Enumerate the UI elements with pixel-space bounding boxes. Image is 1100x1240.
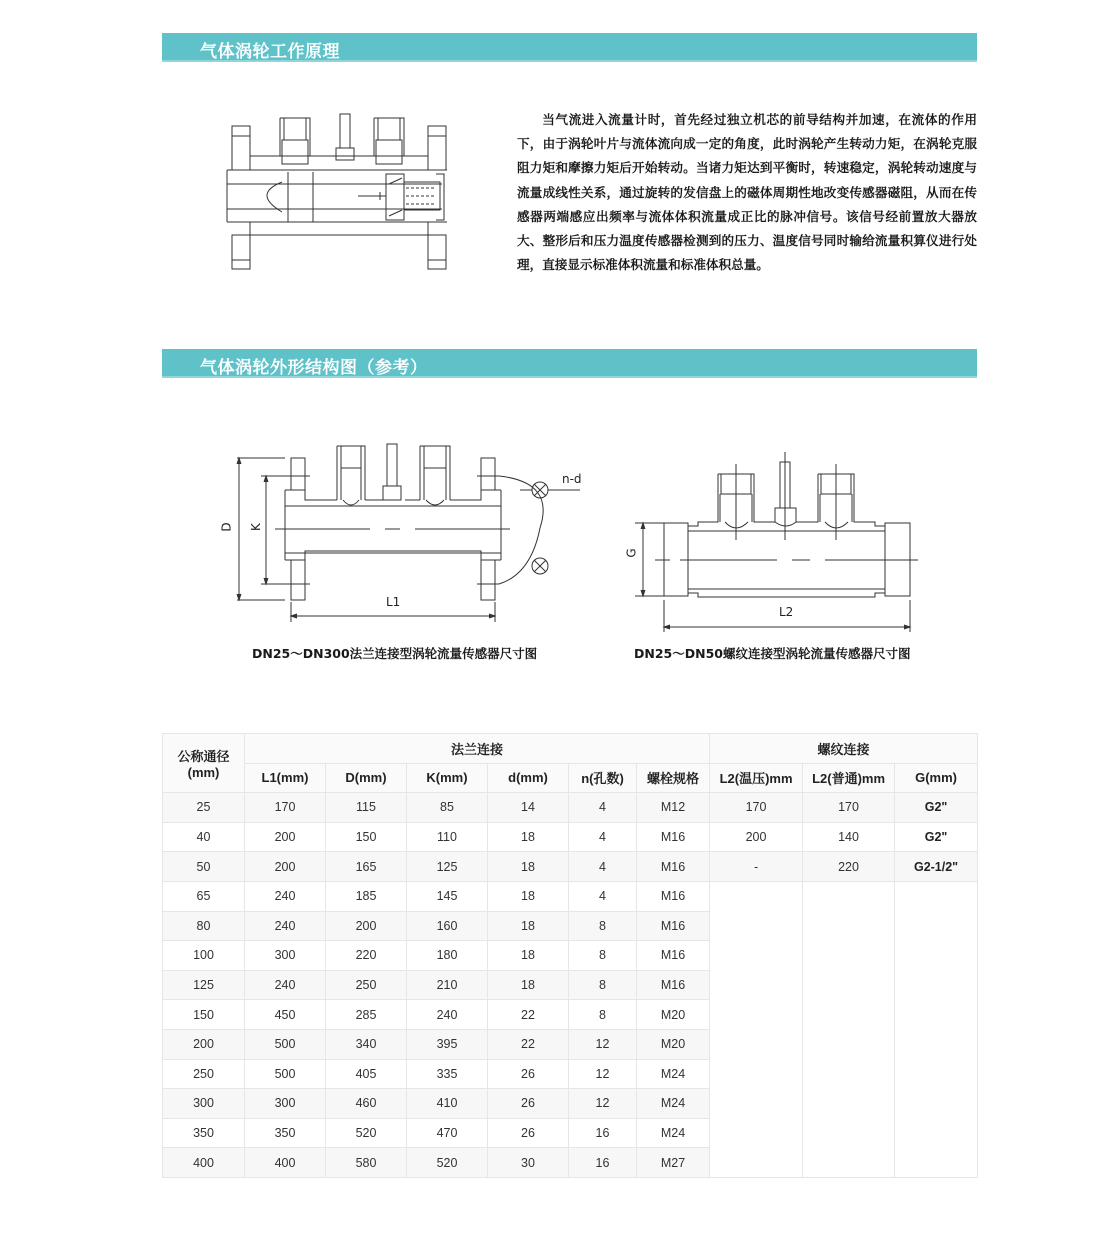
dim-label-D: D: [219, 522, 234, 532]
cell-n: 4: [569, 822, 637, 852]
cell-D: 340: [326, 1029, 407, 1059]
cell-bolt: M24: [637, 1059, 710, 1089]
spec-table: [162, 733, 978, 1178]
cell-d: 18: [488, 911, 569, 941]
table-row: [163, 1029, 978, 1059]
cell-empty: [803, 881, 895, 911]
table-row: [163, 852, 978, 882]
header-nominal-label: 公称通径: [177, 749, 230, 765]
cell-empty: [803, 970, 895, 1000]
cell-K: 410: [407, 1089, 488, 1119]
cell-K: 85: [407, 793, 488, 823]
cell-L2tp: 200: [710, 822, 803, 852]
cell-dn: 200: [163, 1029, 245, 1059]
cell-D: 405: [326, 1059, 407, 1089]
cell-G: G2-1/2": [895, 852, 978, 882]
cell-empty: [803, 941, 895, 971]
cell-bolt: M12: [637, 793, 710, 823]
cell-dn: 50: [163, 852, 245, 882]
table-row: [163, 1089, 978, 1119]
cell-empty: [710, 1029, 803, 1059]
cell-empty: [895, 911, 978, 941]
cell-bolt: M16: [637, 911, 710, 941]
cell-empty: [895, 941, 978, 971]
cell-D: 220: [326, 941, 407, 971]
section-header-structure: [162, 349, 977, 378]
cell-d: 26: [488, 1089, 569, 1119]
column-header: L2(普通)mm: [803, 763, 895, 793]
cell-n: 12: [569, 1059, 637, 1089]
cell-L1: 170: [245, 793, 326, 823]
cell-d: 18: [488, 881, 569, 911]
cell-bolt: M24: [637, 1118, 710, 1148]
cell-D: 520: [326, 1118, 407, 1148]
cell-D: 115: [326, 793, 407, 823]
cell-empty: [710, 911, 803, 941]
cell-empty: [710, 970, 803, 1000]
column-header: K(mm): [407, 763, 488, 793]
cell-L1: 450: [245, 1000, 326, 1030]
cell-dn: 25: [163, 793, 245, 823]
cell-n: 4: [569, 881, 637, 911]
cell-bolt: M16: [637, 852, 710, 882]
cell-K: 145: [407, 881, 488, 911]
cell-dn: 350: [163, 1118, 245, 1148]
cell-dn: 100: [163, 941, 245, 971]
cell-K: 125: [407, 852, 488, 882]
cell-dn: 400: [163, 1148, 245, 1178]
cell-n: 8: [569, 1000, 637, 1030]
thread-diagram-caption: DN25～DN50螺纹连接型涡轮流量传感器尺寸图: [634, 646, 911, 661]
cell-empty: [895, 1059, 978, 1089]
cell-dn: 65: [163, 881, 245, 911]
cell-K: 395: [407, 1029, 488, 1059]
cell-K: 180: [407, 941, 488, 971]
cell-G: G2": [895, 822, 978, 852]
table-row: [163, 911, 978, 941]
cell-L2n: 220: [803, 852, 895, 882]
section-title-structure: 气体涡轮外形结构图（参考）: [200, 358, 428, 378]
cell-n: 16: [569, 1148, 637, 1178]
cell-d: 22: [488, 1000, 569, 1030]
cell-empty: [895, 1148, 978, 1178]
cell-empty: [803, 1148, 895, 1178]
cell-L1: 300: [245, 1089, 326, 1119]
column-header: d(mm): [488, 763, 569, 793]
cell-d: 26: [488, 1059, 569, 1089]
column-header: n(孔数): [569, 763, 637, 793]
cell-K: 470: [407, 1118, 488, 1148]
cell-dn: 80: [163, 911, 245, 941]
cell-empty: [895, 1029, 978, 1059]
cell-empty: [803, 1000, 895, 1030]
table-row: [163, 970, 978, 1000]
cell-empty: [895, 881, 978, 911]
cell-n: 4: [569, 852, 637, 882]
header-nominal-unit: (mm): [187, 765, 220, 781]
table-row: [163, 822, 978, 852]
cell-L2tp: 170: [710, 793, 803, 823]
cell-K: 240: [407, 1000, 488, 1030]
cell-bolt: M16: [637, 822, 710, 852]
cell-L1: 200: [245, 822, 326, 852]
cell-D: 460: [326, 1089, 407, 1119]
cell-D: 165: [326, 852, 407, 882]
cell-d: 22: [488, 1029, 569, 1059]
cell-empty: [710, 1089, 803, 1119]
cell-D: 250: [326, 970, 407, 1000]
cell-empty: [803, 1029, 895, 1059]
table-row: [163, 1059, 978, 1089]
header-nominal-diameter: [163, 734, 245, 793]
cell-K: 335: [407, 1059, 488, 1089]
cell-empty: [710, 1000, 803, 1030]
cell-d: 26: [488, 1118, 569, 1148]
cell-empty: [803, 1118, 895, 1148]
cell-D: 285: [326, 1000, 407, 1030]
cell-L1: 400: [245, 1148, 326, 1178]
cell-n: 12: [569, 1089, 637, 1119]
cell-empty: [895, 1118, 978, 1148]
cell-L2n: 170: [803, 793, 895, 823]
dim-label-K: K: [248, 523, 263, 531]
cell-d: 18: [488, 941, 569, 971]
cell-bolt: M20: [637, 1000, 710, 1030]
cell-L2n: 140: [803, 822, 895, 852]
column-header: 螺栓规格: [637, 763, 710, 793]
cell-K: 110: [407, 822, 488, 852]
cell-dn: 250: [163, 1059, 245, 1089]
cell-bolt: M24: [637, 1089, 710, 1119]
cell-K: 160: [407, 911, 488, 941]
cell-empty: [803, 1089, 895, 1119]
cell-n: 8: [569, 911, 637, 941]
cell-bolt: M20: [637, 1029, 710, 1059]
header-thread-group: 螺纹连接: [710, 734, 978, 764]
cell-empty: [710, 1118, 803, 1148]
cell-empty: [895, 1089, 978, 1119]
column-header: G(mm): [895, 763, 978, 793]
column-header: D(mm): [326, 763, 407, 793]
cell-d: 18: [488, 822, 569, 852]
cell-empty: [710, 1059, 803, 1089]
dim-label-G: G: [624, 548, 639, 558]
cell-L1: 240: [245, 970, 326, 1000]
table-row: [163, 1118, 978, 1148]
header-flange-group: 法兰连接: [245, 734, 710, 764]
cell-d: 14: [488, 793, 569, 823]
cell-n: 8: [569, 970, 637, 1000]
cell-empty: [710, 1148, 803, 1178]
table-row: [163, 1000, 978, 1030]
cell-empty: [803, 1059, 895, 1089]
cell-L1: 500: [245, 1059, 326, 1089]
cell-L2tp: -: [710, 852, 803, 882]
cell-D: 580: [326, 1148, 407, 1178]
cell-G: G2": [895, 793, 978, 823]
section-header-principle: [162, 33, 977, 62]
table-row: [163, 881, 978, 911]
cell-L1: 500: [245, 1029, 326, 1059]
cell-L1: 350: [245, 1118, 326, 1148]
cell-bolt: M27: [637, 1148, 710, 1178]
cell-dn: 125: [163, 970, 245, 1000]
cell-empty: [803, 911, 895, 941]
cell-n: 16: [569, 1118, 637, 1148]
column-header: L2(温压)mm: [710, 763, 803, 793]
cell-n: 12: [569, 1029, 637, 1059]
cell-bolt: M16: [637, 970, 710, 1000]
column-header: L1(mm): [245, 763, 326, 793]
table-row: [163, 1148, 978, 1178]
cell-d: 18: [488, 852, 569, 882]
cell-n: 8: [569, 941, 637, 971]
cell-dn: 300: [163, 1089, 245, 1119]
dim-label-nd: n-d: [562, 472, 582, 486]
cell-n: 4: [569, 793, 637, 823]
cell-L1: 240: [245, 881, 326, 911]
turbine-cross-section-diagram: [222, 112, 452, 272]
cell-D: 150: [326, 822, 407, 852]
cell-L1: 300: [245, 941, 326, 971]
thread-dimension-diagram: [620, 450, 920, 635]
dim-label-L1: L1: [386, 595, 401, 609]
table-row: [163, 793, 978, 823]
flange-diagram-caption: DN25～DN300法兰连接型涡轮流量传感器尺寸图: [252, 646, 538, 661]
cell-dn: 150: [163, 1000, 245, 1030]
cell-empty: [895, 970, 978, 1000]
cell-d: 30: [488, 1148, 569, 1178]
flange-dimension-diagram: [215, 438, 595, 628]
cell-K: 210: [407, 970, 488, 1000]
cell-dn: 40: [163, 822, 245, 852]
cell-bolt: M16: [637, 881, 710, 911]
cell-K: 520: [407, 1148, 488, 1178]
dim-label-L2: L2: [779, 605, 794, 619]
cell-L1: 200: [245, 852, 326, 882]
cell-empty: [895, 1000, 978, 1030]
cell-D: 185: [326, 881, 407, 911]
cell-empty: [710, 941, 803, 971]
section-title-principle: 气体涡轮工作原理: [200, 42, 340, 62]
table-row: [163, 941, 978, 971]
cell-bolt: M16: [637, 941, 710, 971]
cell-D: 200: [326, 911, 407, 941]
cell-L1: 240: [245, 911, 326, 941]
cell-empty: [710, 881, 803, 911]
principle-description: 当气流进入流量计时，首先经过独立机芯的前导结构并加速，在流体的作用下，由于涡轮叶片与流体流向成一定的角度，此时涡轮产生转动力矩，在涡轮克服阻力矩和摩擦力矩后开始转动。当诸力矩达到平衡时，转速稳定，涡轮转动速度与流量成线性关系，通过旋转的发信盘上的磁体周期性地改变传感器磁阻，从而在传感器两端感应出频率与流体体积流量成正比的脉冲信号。该信号经前置放大器放大、整形后和压力温度传感器检测到的压力、温度信号同时输给流量积算仪进行处理，直接显示标准体积流量和标准体积总量。: [517, 112, 977, 273]
cell-d: 18: [488, 970, 569, 1000]
